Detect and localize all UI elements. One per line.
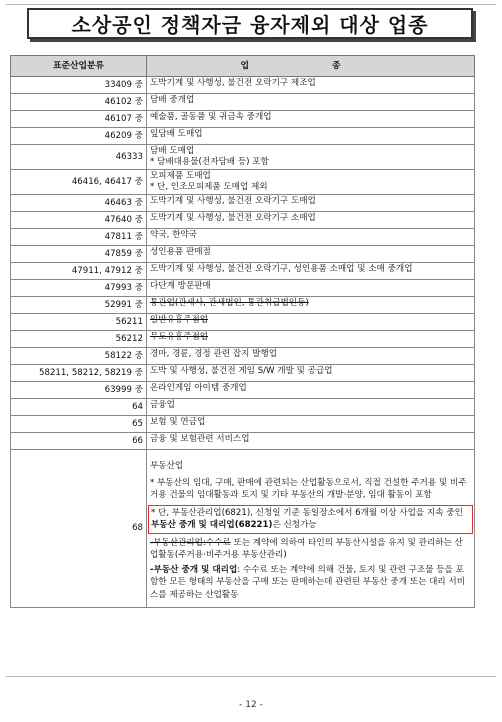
industry-code: 46107 중: [11, 111, 147, 128]
industry-description: [147, 314, 475, 331]
industry-name: 보험 및 연금업: [150, 417, 206, 427]
industry-note: * 단, 인조모피제품 도매업 제외: [150, 182, 268, 192]
industry-code: 47993 중: [11, 280, 147, 297]
column-header-classification: 표준산업분류: [11, 56, 147, 77]
table-row: [11, 280, 475, 297]
industry-code: 58211, 58212, 58219 중: [11, 365, 147, 382]
industry-name: 담배 중개업: [150, 95, 195, 105]
industry-name: 예술품, 골동품 및 귀금속 중개업: [150, 112, 272, 122]
table-row: [11, 297, 475, 314]
industry-description: [147, 195, 475, 212]
industry-description: [147, 229, 475, 246]
industry-name: 약국, 한약국: [150, 230, 197, 240]
industry-code: 68: [11, 450, 147, 608]
industry-name: 담배 도매업: [150, 146, 195, 156]
industry-name: 일반유흥주점업: [150, 315, 209, 325]
industry-name: 경마, 경륜, 경정 관련 잡지 발행업: [150, 349, 278, 359]
industry-description: [147, 263, 475, 280]
table-row: [11, 145, 475, 170]
industry-name: 도박기계 및 사행성, 불건전 오락기구 소매업: [150, 213, 316, 223]
industry-code: 63999 중: [11, 382, 147, 399]
definition-property-management: -부동산관리업:수수료 또는 계약에 의하여 타인의 부동산시설을 유지 및 관리하는 산업활동(주거용·비주거용 부동산관리): [150, 537, 463, 560]
industry-name: 성인용품 판매점: [150, 247, 211, 257]
table-row: [11, 416, 475, 433]
industry-description: [147, 416, 475, 433]
industry-name: 다단계 방문판매: [150, 281, 211, 291]
table-row: [11, 331, 475, 348]
table-row: [11, 195, 475, 212]
table-row: [11, 365, 475, 382]
table-row: [11, 212, 475, 229]
industry-description: [147, 433, 475, 450]
table-row: [11, 263, 475, 280]
industry-code: 47811 중: [11, 229, 147, 246]
industry-code: 66: [11, 433, 147, 450]
table-row: [11, 433, 475, 450]
industry-code: 33409 중: [11, 77, 147, 94]
industry-name: 모피제품 도매업: [150, 171, 211, 181]
table-header-row: [11, 56, 475, 77]
table-row: [11, 399, 475, 416]
industry-description: [147, 170, 475, 195]
table-row: [11, 382, 475, 399]
industry-code: 46102 중: [11, 94, 147, 111]
industry-code: 46463 중: [11, 195, 147, 212]
industry-description: [147, 297, 475, 314]
table-row: [11, 246, 475, 263]
industry-code: 56211: [11, 314, 147, 331]
industry-description: [147, 280, 475, 297]
industry-description: [147, 77, 475, 94]
excluded-industries-table: [10, 55, 475, 608]
column-header-industry: 업 종: [147, 56, 475, 77]
real-estate-heading: 부동산업: [150, 461, 184, 471]
top-rule: [6, 4, 496, 5]
industry-code: 46209 중: [11, 128, 147, 145]
industry-description: [147, 246, 475, 263]
table-row: [11, 229, 475, 246]
industry-description: [147, 145, 475, 170]
industry-name: 도박 및 사행성, 불건전 게임 S/W 개발 및 공급업: [150, 366, 333, 376]
industry-description: [147, 331, 475, 348]
table-row: [11, 314, 475, 331]
industry-name: 무도유흥주점업: [150, 332, 209, 342]
industry-name: 잎담배 도매업: [150, 129, 203, 139]
industry-description: [147, 212, 475, 229]
industry-code: 64: [11, 399, 147, 416]
table-row: [11, 128, 475, 145]
industry-description: [147, 94, 475, 111]
industry-code: 46416, 46417 중: [11, 170, 147, 195]
bottom-rule: [6, 676, 496, 677]
industry-code: 47640 중: [11, 212, 147, 229]
industry-name: 도박기계 및 사행성, 불건전 오락기구 제조업: [150, 78, 316, 88]
industry-description: [147, 382, 475, 399]
industry-name: 통관업(관세사, 관세법인, 통관취급법인등): [150, 298, 309, 308]
industry-name: 도박기계 및 사행성, 불건전 오락기구, 성인용품 소매업 및 소매 중개업: [150, 264, 413, 274]
industry-description: [147, 348, 475, 365]
industry-name: 금융 및 보험관련 서비스업: [150, 434, 250, 444]
page-number: - 12 -: [239, 700, 263, 710]
page-title: 소상공인 정책자금 융자제외 대상 업종: [27, 8, 473, 39]
real-estate-note: * 부동산의 임대, 구매, 판매에 관련되는 산업활동으로서, 직접 건설한 주거용 및 비주거용 건물의 임대활동과 토지 및 기타 부동산의 개발·분양, 임대 활동이 포함: [150, 477, 467, 500]
industry-name: 온라인게임 아이템 중개업: [150, 383, 247, 393]
definition-brokerage: -부동산 중개 및 대리업: 수수료 또는 계약에 의해 건물, 토지 및 관련 구조물 등을 포함한 모든 형태의 부동산을 구매 또는 판매하는데 관련된 부동산 중개 또는 대리 서비스를 제공하는 산업활동: [150, 564, 466, 600]
industry-code: 47859 중: [11, 246, 147, 263]
table-row: [11, 77, 475, 94]
table-row: [11, 170, 475, 195]
table-row: [11, 348, 475, 365]
table-row-real-estate: [11, 450, 475, 608]
industry-description: [147, 399, 475, 416]
industry-description: [147, 365, 475, 382]
industry-description: [147, 450, 475, 608]
industry-code: 56212: [11, 331, 147, 348]
industry-description: [147, 111, 475, 128]
industry-code: 46333: [11, 145, 147, 170]
industry-code: 65: [11, 416, 147, 433]
industry-note: * 담배대용물(전자담배 등) 포함: [150, 157, 269, 167]
industry-code: 58122 중: [11, 348, 147, 365]
highlighted-exception-note: * 단, 부동산관리업(6821), 신청일 기준 동일장소에서 6개월 이상 사업을 지속 중인 부동산 중개 및 대리업(68221)은 신청가능: [148, 505, 473, 534]
table-row: [11, 111, 475, 128]
industry-description: [147, 128, 475, 145]
table-row: [11, 94, 475, 111]
industry-code: 52991 중: [11, 297, 147, 314]
industry-name: 도박기계 및 사행성, 불건전 오락기구 도매업: [150, 196, 316, 206]
industry-name: 금융업: [150, 400, 175, 410]
industry-code: 47911, 47912 중: [11, 263, 147, 280]
